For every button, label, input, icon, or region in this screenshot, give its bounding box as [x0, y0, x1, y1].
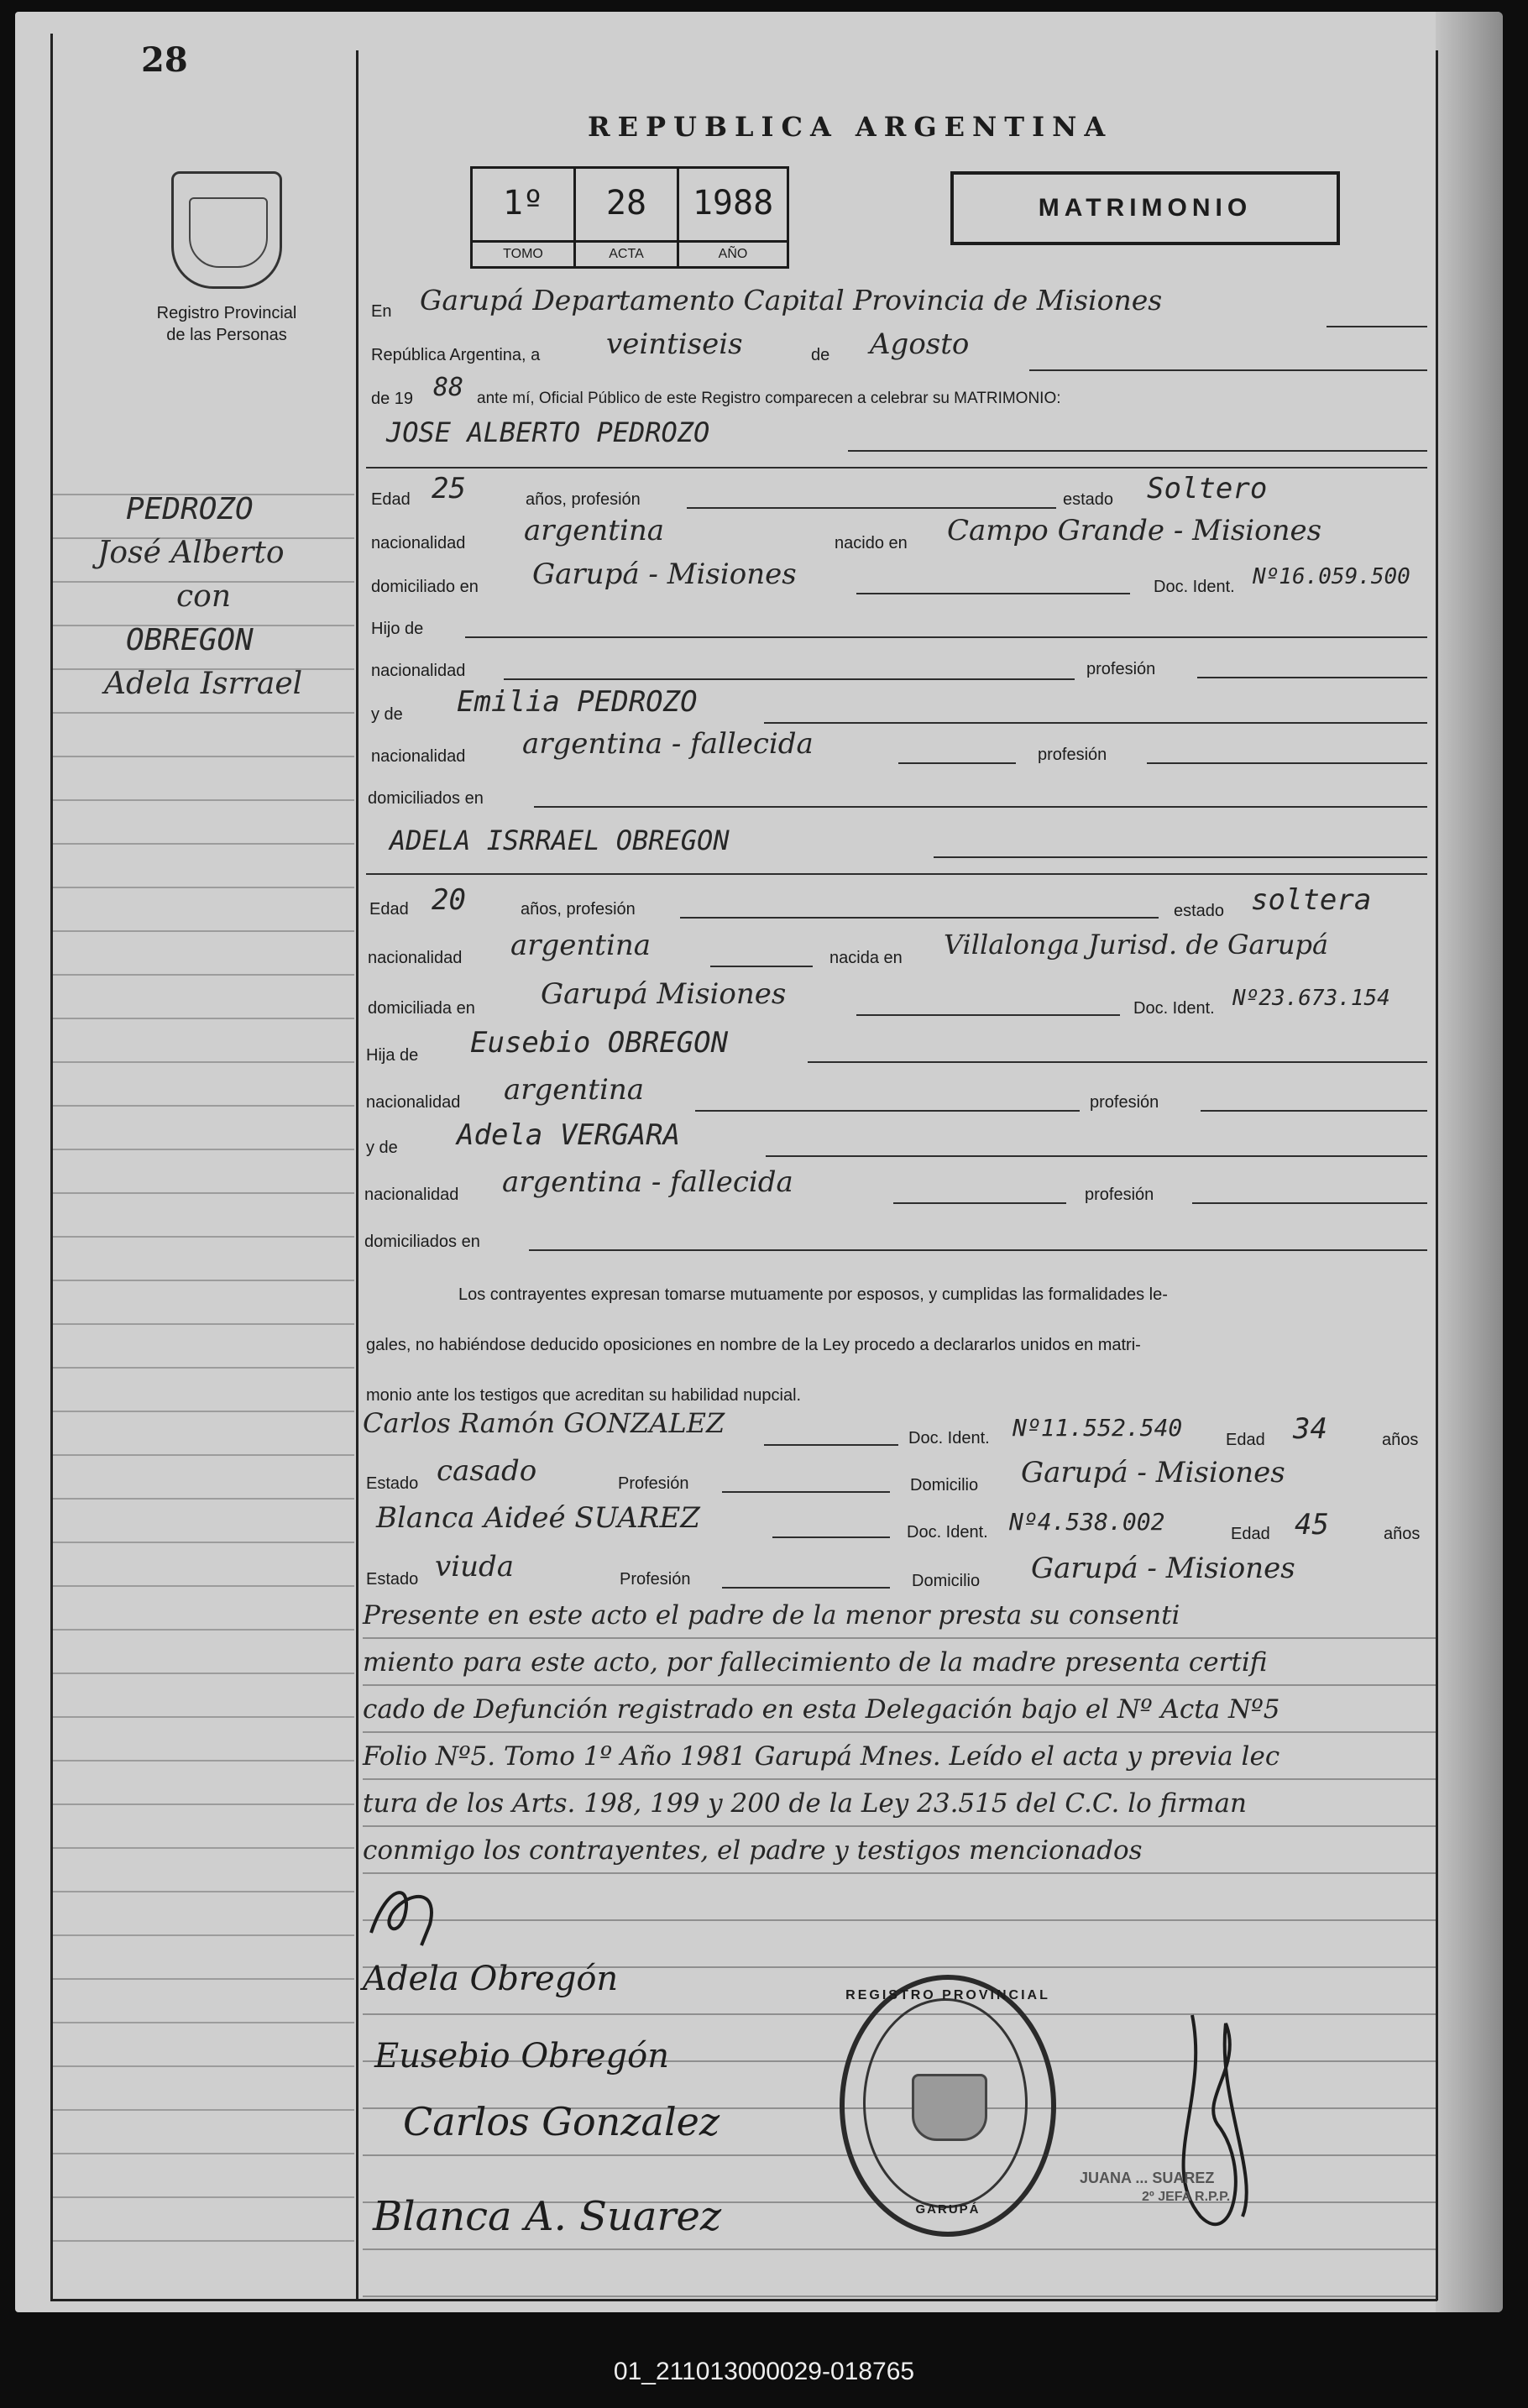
acta-label: ACTA — [576, 240, 677, 266]
margin-rule — [52, 1105, 354, 1107]
margin-rule — [52, 1061, 354, 1063]
line — [695, 1110, 1080, 1112]
margin-rule — [52, 1018, 354, 1019]
bride-edad-label: Edad — [369, 900, 409, 919]
side-note-name2: Adela Isrrael — [104, 667, 303, 701]
groom-estado-label: estado — [1063, 490, 1114, 509]
margin-rule — [52, 2109, 354, 2111]
margin-rule — [52, 2065, 354, 2067]
bride-father: Eusebio OBREGON — [470, 1026, 729, 1060]
bride-nac3-label: nacionalidad — [364, 1186, 459, 1204]
signature-witness1: Carlos Gonzalez — [403, 2099, 720, 2144]
line — [722, 1491, 890, 1493]
document-type: MATRIMONIO — [950, 171, 1340, 245]
witness2-name: Blanca Aideé SUAREZ — [376, 1501, 700, 1535]
line — [764, 1444, 898, 1446]
witness2-edad-label: Edad — [1231, 1525, 1270, 1543]
ante-text: ante mí, Oficial Público de este Registro comparecen a celebrar su MATRIMONIO: — [477, 390, 1061, 407]
groom-edad-label: Edad — [371, 490, 411, 509]
line — [465, 636, 1427, 638]
republica-label: República Argentina, a — [371, 346, 541, 364]
groom-hijo-label: Hijo de — [371, 620, 424, 638]
margin-rule — [52, 974, 354, 976]
line — [766, 1155, 1427, 1157]
margin-rule — [52, 1149, 354, 1150]
bride-prof3-label: profesión — [1085, 1186, 1154, 1204]
handwritten-notes: Presente en este acto el padre de la menor presta su consenti miento para este acto, por fallecimiento de la madre presenta certifi cado de Defunción registrado en esta Delegación bajo el Nº Acta Nº5 Folio Nº5. Tomo 1º Año 1981 Garupá Mnes. Leído el acta y previa lec tura de los Arts. 198, 199 y 200 de la Ley 23.515 del C.C. lo firman conmigo los contrayentes, el padre y testigos mencionados — [363, 1600, 1280, 1866]
witness2-doc-label: Doc. Ident. — [907, 1523, 988, 1542]
witness2-anios: años — [1384, 1525, 1421, 1543]
bride-mother: Adela VERGARA — [457, 1118, 681, 1152]
bride-address: Garupá Misiones — [541, 977, 787, 1011]
bride-dom-label: domiciliada en — [368, 999, 475, 1018]
column-divider — [356, 50, 358, 2301]
groom-doms-label: domiciliados en — [368, 789, 484, 808]
margin-rule — [52, 2196, 354, 2198]
line — [680, 917, 1159, 919]
line — [1192, 1202, 1427, 1204]
groom-profesion-label: años, profesión — [526, 490, 641, 509]
tomo-acta-box — [470, 166, 789, 269]
anio-value: 1988 — [692, 184, 774, 222]
official-title: 2º JEFA R.P.P. — [1142, 2190, 1231, 2204]
groom-name: JOSE ALBERTO PEDROZO — [386, 416, 710, 448]
line — [1327, 326, 1427, 327]
margin-rule — [52, 1280, 354, 1281]
groom-prof2-label: profesión — [1086, 660, 1156, 678]
groom-prof3-label: profesión — [1038, 746, 1107, 764]
bride-father-nationality: argentina — [504, 1073, 645, 1107]
groom-nationality: argentina — [524, 514, 665, 547]
side-note-surname1: PEDROZO — [126, 492, 254, 526]
official-seal-icon: REGISTRO PROVINCIAL GARUPÁ — [840, 1975, 1056, 2237]
signature-official — [1142, 1998, 1268, 2254]
line — [1201, 1110, 1427, 1112]
bride-mother-nationality: argentina - fallecida — [502, 1165, 793, 1199]
margin-rule — [52, 799, 354, 801]
margin-rule — [52, 1934, 354, 1936]
line — [1147, 762, 1427, 764]
margin-rule — [52, 2022, 354, 2023]
left-border — [50, 34, 53, 2301]
line — [1029, 369, 1427, 371]
right-border — [1436, 50, 1438, 2301]
witness1-name: Carlos Ramón GONZALEZ — [363, 1407, 725, 1439]
registry-label: Registro Provincial de las Personas — [156, 304, 297, 344]
line — [687, 507, 1056, 509]
witness2-marital-status: viuda — [435, 1550, 515, 1584]
witness1-estado-label: Estado — [366, 1474, 419, 1493]
margin-rule — [52, 1542, 354, 1543]
bottom-border — [50, 2299, 1437, 2301]
ruled-line — [363, 2248, 1436, 2250]
official-name: JUANA ... SUAREZ — [1080, 2170, 1215, 2186]
margin-rule — [52, 1454, 354, 1456]
margin-rule — [52, 1323, 354, 1325]
groom-dom-label: domiciliado en — [371, 578, 479, 596]
witness1-age: 34 — [1293, 1412, 1327, 1446]
groom-nac-label: nacionalidad — [371, 534, 466, 552]
signature-father: Eusebio Obregón — [374, 2037, 669, 2076]
page-edge — [1436, 12, 1503, 2312]
bride-nacida-label: nacida en — [829, 949, 903, 967]
line — [366, 873, 1427, 875]
witness2-age: 45 — [1295, 1508, 1329, 1542]
bride-doms-label: domiciliados en — [364, 1233, 480, 1251]
tomo-label: TOMO — [473, 240, 573, 266]
line — [934, 856, 1427, 858]
line — [366, 467, 1427, 469]
margin-rule — [52, 1629, 354, 1631]
witness1-anios: años — [1382, 1431, 1419, 1449]
ruled-line — [363, 2295, 1436, 2297]
line — [856, 593, 1130, 594]
witness1-edad-label: Edad — [1226, 1431, 1265, 1449]
margin-rule — [52, 1673, 354, 1674]
witness1-document: Nº11.552.540 — [1013, 1414, 1183, 1442]
witness2-prof-label: Profesión — [620, 1570, 691, 1589]
side-note-con: con — [176, 579, 232, 614]
bride-nationality: argentina — [510, 929, 651, 962]
line — [529, 1249, 1427, 1251]
margin-rule — [52, 2240, 354, 2242]
margin-rule — [52, 1716, 354, 1718]
groom-document: Nº16.059.500 — [1253, 564, 1410, 589]
side-note-surname2: OBREGON — [126, 623, 254, 657]
margin-rule — [52, 1847, 354, 1849]
de-label: de — [811, 346, 830, 364]
groom-address: Garupá - Misiones — [532, 558, 797, 591]
document-id: 01_211013000029-018765 — [613, 2358, 915, 2385]
margin-rule — [52, 712, 354, 714]
margin-rule — [52, 930, 354, 932]
groom-marital-status: Soltero — [1147, 472, 1268, 505]
margin-rule — [52, 843, 354, 845]
en-label: En — [371, 302, 392, 321]
witness1-prof-label: Profesión — [618, 1474, 689, 1493]
margin-rule — [52, 1367, 354, 1369]
anio-label: AÑO — [679, 240, 787, 266]
margin-rule — [52, 1803, 354, 1805]
bride-name: ADELA ISRRAEL OBREGON — [390, 824, 730, 856]
line — [848, 450, 1427, 452]
margin-rule — [52, 1891, 354, 1892]
groom-birthplace: Campo Grande - Misiones — [947, 514, 1322, 547]
bride-profesion-label: años, profesión — [521, 900, 636, 919]
witness1-address: Garupá - Misiones — [1021, 1456, 1285, 1489]
line — [772, 1536, 890, 1538]
line — [764, 722, 1427, 724]
groom-nacido-label: nacido en — [835, 534, 908, 552]
tomo-value: 1º — [502, 184, 544, 222]
coat-of-arms-icon — [171, 171, 282, 289]
margin-rule — [52, 1498, 354, 1500]
groom-mother: Emilia PEDROZO — [457, 685, 698, 719]
margin-rule — [52, 1192, 354, 1194]
groom-nac3-label: nacionalidad — [371, 747, 466, 766]
line — [808, 1061, 1427, 1063]
margin-rule — [52, 2153, 354, 2154]
document-title: REPUBLICA ARGENTINA — [588, 111, 1113, 143]
witness2-dom-label: Domicilio — [912, 1572, 981, 1590]
witness2-estado-label: Estado — [366, 1570, 419, 1589]
margin-rule — [52, 887, 354, 888]
year-value: 88 — [433, 373, 464, 402]
acta-value: 28 — [605, 184, 647, 222]
groom-mother-nationality: argentina - fallecida — [522, 727, 814, 761]
signature-bride: Adela Obregón — [363, 1960, 619, 1998]
bride-age: 20 — [432, 883, 466, 917]
line — [534, 806, 1427, 808]
margin-rule — [52, 1411, 354, 1412]
margin-rule — [52, 756, 354, 757]
line — [1197, 677, 1427, 678]
witness2-document: Nº4.538.002 — [1009, 1508, 1165, 1536]
witness1-doc-label: Doc. Ident. — [908, 1429, 990, 1447]
day-value: veintiseis — [606, 327, 743, 361]
bride-nac2-label: nacionalidad — [366, 1093, 461, 1112]
line — [893, 1202, 1066, 1204]
margin-rule — [52, 1236, 354, 1238]
bride-document: Nº23.673.154 — [1232, 986, 1390, 1011]
month-value: Agosto — [870, 327, 970, 361]
bride-prof2-label: profesión — [1090, 1093, 1159, 1112]
ruled-line — [363, 1919, 1436, 1921]
bride-nac-label: nacionalidad — [368, 949, 463, 967]
groom-nac2-label: nacionalidad — [371, 662, 466, 680]
groom-doc-label: Doc. Ident. — [1154, 578, 1235, 596]
signature-witness2: Blanca A. Suarez — [373, 2193, 722, 2240]
line — [898, 762, 1016, 764]
bride-hija-label: Hija de — [366, 1046, 419, 1065]
bride-yde-label: y de — [366, 1139, 398, 1157]
margin-rule — [52, 1760, 354, 1762]
bride-doc-label: Doc. Ident. — [1133, 999, 1215, 1018]
line — [710, 966, 813, 967]
groom-yde-label: y de — [371, 705, 403, 724]
margin-rule — [52, 1978, 354, 1980]
witness2-address: Garupá - Misiones — [1031, 1552, 1295, 1585]
bride-estado-label: estado — [1174, 902, 1225, 920]
side-note-name1: José Alberto — [97, 536, 285, 570]
signature-groom-mark — [363, 1874, 455, 1962]
de19-label: de 19 — [371, 390, 414, 408]
line — [856, 1014, 1120, 1016]
line — [722, 1587, 890, 1589]
witness1-dom-label: Domicilio — [910, 1476, 979, 1495]
page-number: 28 — [141, 40, 188, 80]
declaration-text: Los contrayentes expresan tomarse mutuamente por esposos, y cumplidas las formalidades le- gales, no habiéndose deducido oposiciones en nombre de la Ley procedo a declararlos unidos en matri- monio ante los testigos que acreditan su habilidad nupcial. — [366, 1285, 1168, 1405]
place-value: Garupá Departamento Capital Provincia de Misiones — [420, 284, 1163, 317]
groom-age: 25 — [432, 472, 466, 505]
bride-marital-status: soltera — [1251, 883, 1372, 917]
line — [504, 678, 1075, 680]
margin-rule — [52, 1585, 354, 1587]
witness1-marital-status: casado — [437, 1454, 537, 1488]
bride-birthplace: Villalonga Jurisd. de Garupá — [944, 929, 1329, 961]
